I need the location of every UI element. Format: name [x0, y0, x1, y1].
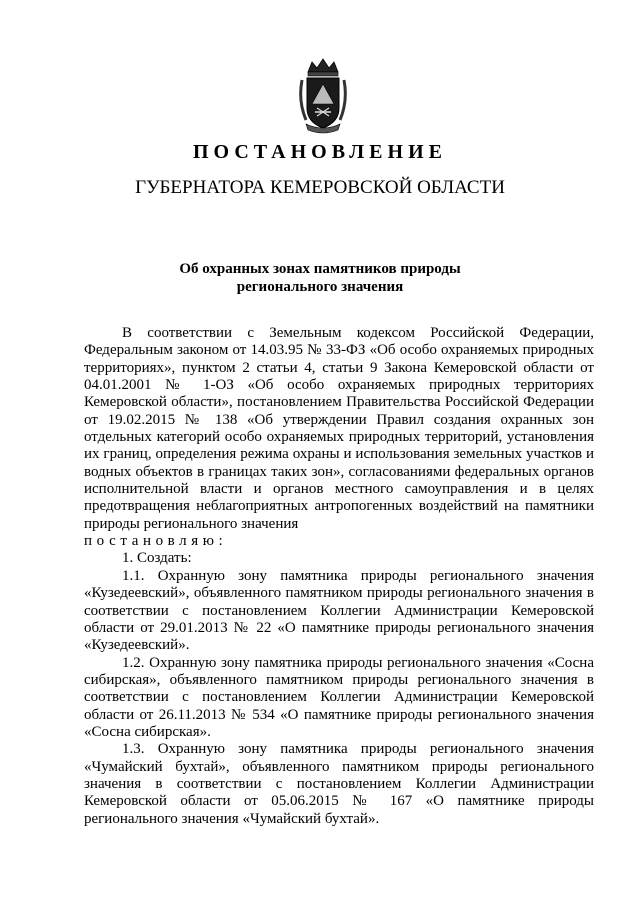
clause-1-2: 1.2. Охранную зону памятника природы регионального значения «Сосна сибирская», объявленного памятником природы регионального значения в соответствии с постановлением Коллегии Администрации Кемеровской области от 26.11.2013 № 534 «О памятнике природы регионального значения «Сосна сибирская».	[84, 654, 594, 740]
clause-1-3: 1.3. Охранную зону памятника природы регионального значения «Чумайский бухтай», объявленного памятником природы регионального значения в соответствии с постановлением Коллегии Администрации Кемеровской области от 05.06.2015 № 167 «О памятнике природы регионального значения «Чумайский бухтай».	[84, 741, 594, 827]
document-subject	[120, 260, 520, 296]
resolution-word: постановляю:	[84, 533, 228, 550]
document-subject-line1: Об охранных зонах памятников природы	[179, 261, 461, 277]
document-title: ПОСТАНОВЛЕНИЕ	[193, 141, 447, 163]
document-issuer: ГУБЕРНАТОРА КЕМЕРОВСКОЙ ОБЛАСТИ	[135, 177, 505, 198]
coat-of-arms-icon	[298, 56, 348, 136]
document-subject-line2: регионального значения	[236, 279, 404, 295]
clause-1: 1. Создать:	[122, 550, 192, 567]
clause-1-1: 1.1. Охранную зону памятника природы регионального значения «Кузедеевский», объявленного памятником природы регионального значения в соответствии с постановлением Коллегии Администрации Кемеровской области от 29.01.2013 № 22 «О памятнике природы регионального значения «Кузедеевский».	[84, 567, 594, 654]
preamble-paragraph: В соответствии с Земельным кодексом Российской Федерации, Федеральным законом от 14.03.95 № 33-ФЗ «Об особо охраняемых природных территориях», пунктом 2 статьи 4, статьи 9 Закона Кемеровской области от 04.01.2001 № 1-ОЗ «Об особо охраняемых природных территориях Кемеровской области», постановлением Правительства Российской Федерации от 19.02.2015 № 138 «Об утверждении Правил создания охранных зон отдельных категорий особо охраняемых природных территорий, установления их границ, определения режима охраны и использования земельных участков и водных объектов в границах таких зон», согласованиями федеральных органов исполнительной власти и органов местного самоуправления и в целях предотвращения неблагоприятных антропогенных воздействий на памятники природы регионального значения	[84, 325, 594, 532]
document-body	[84, 325, 594, 828]
